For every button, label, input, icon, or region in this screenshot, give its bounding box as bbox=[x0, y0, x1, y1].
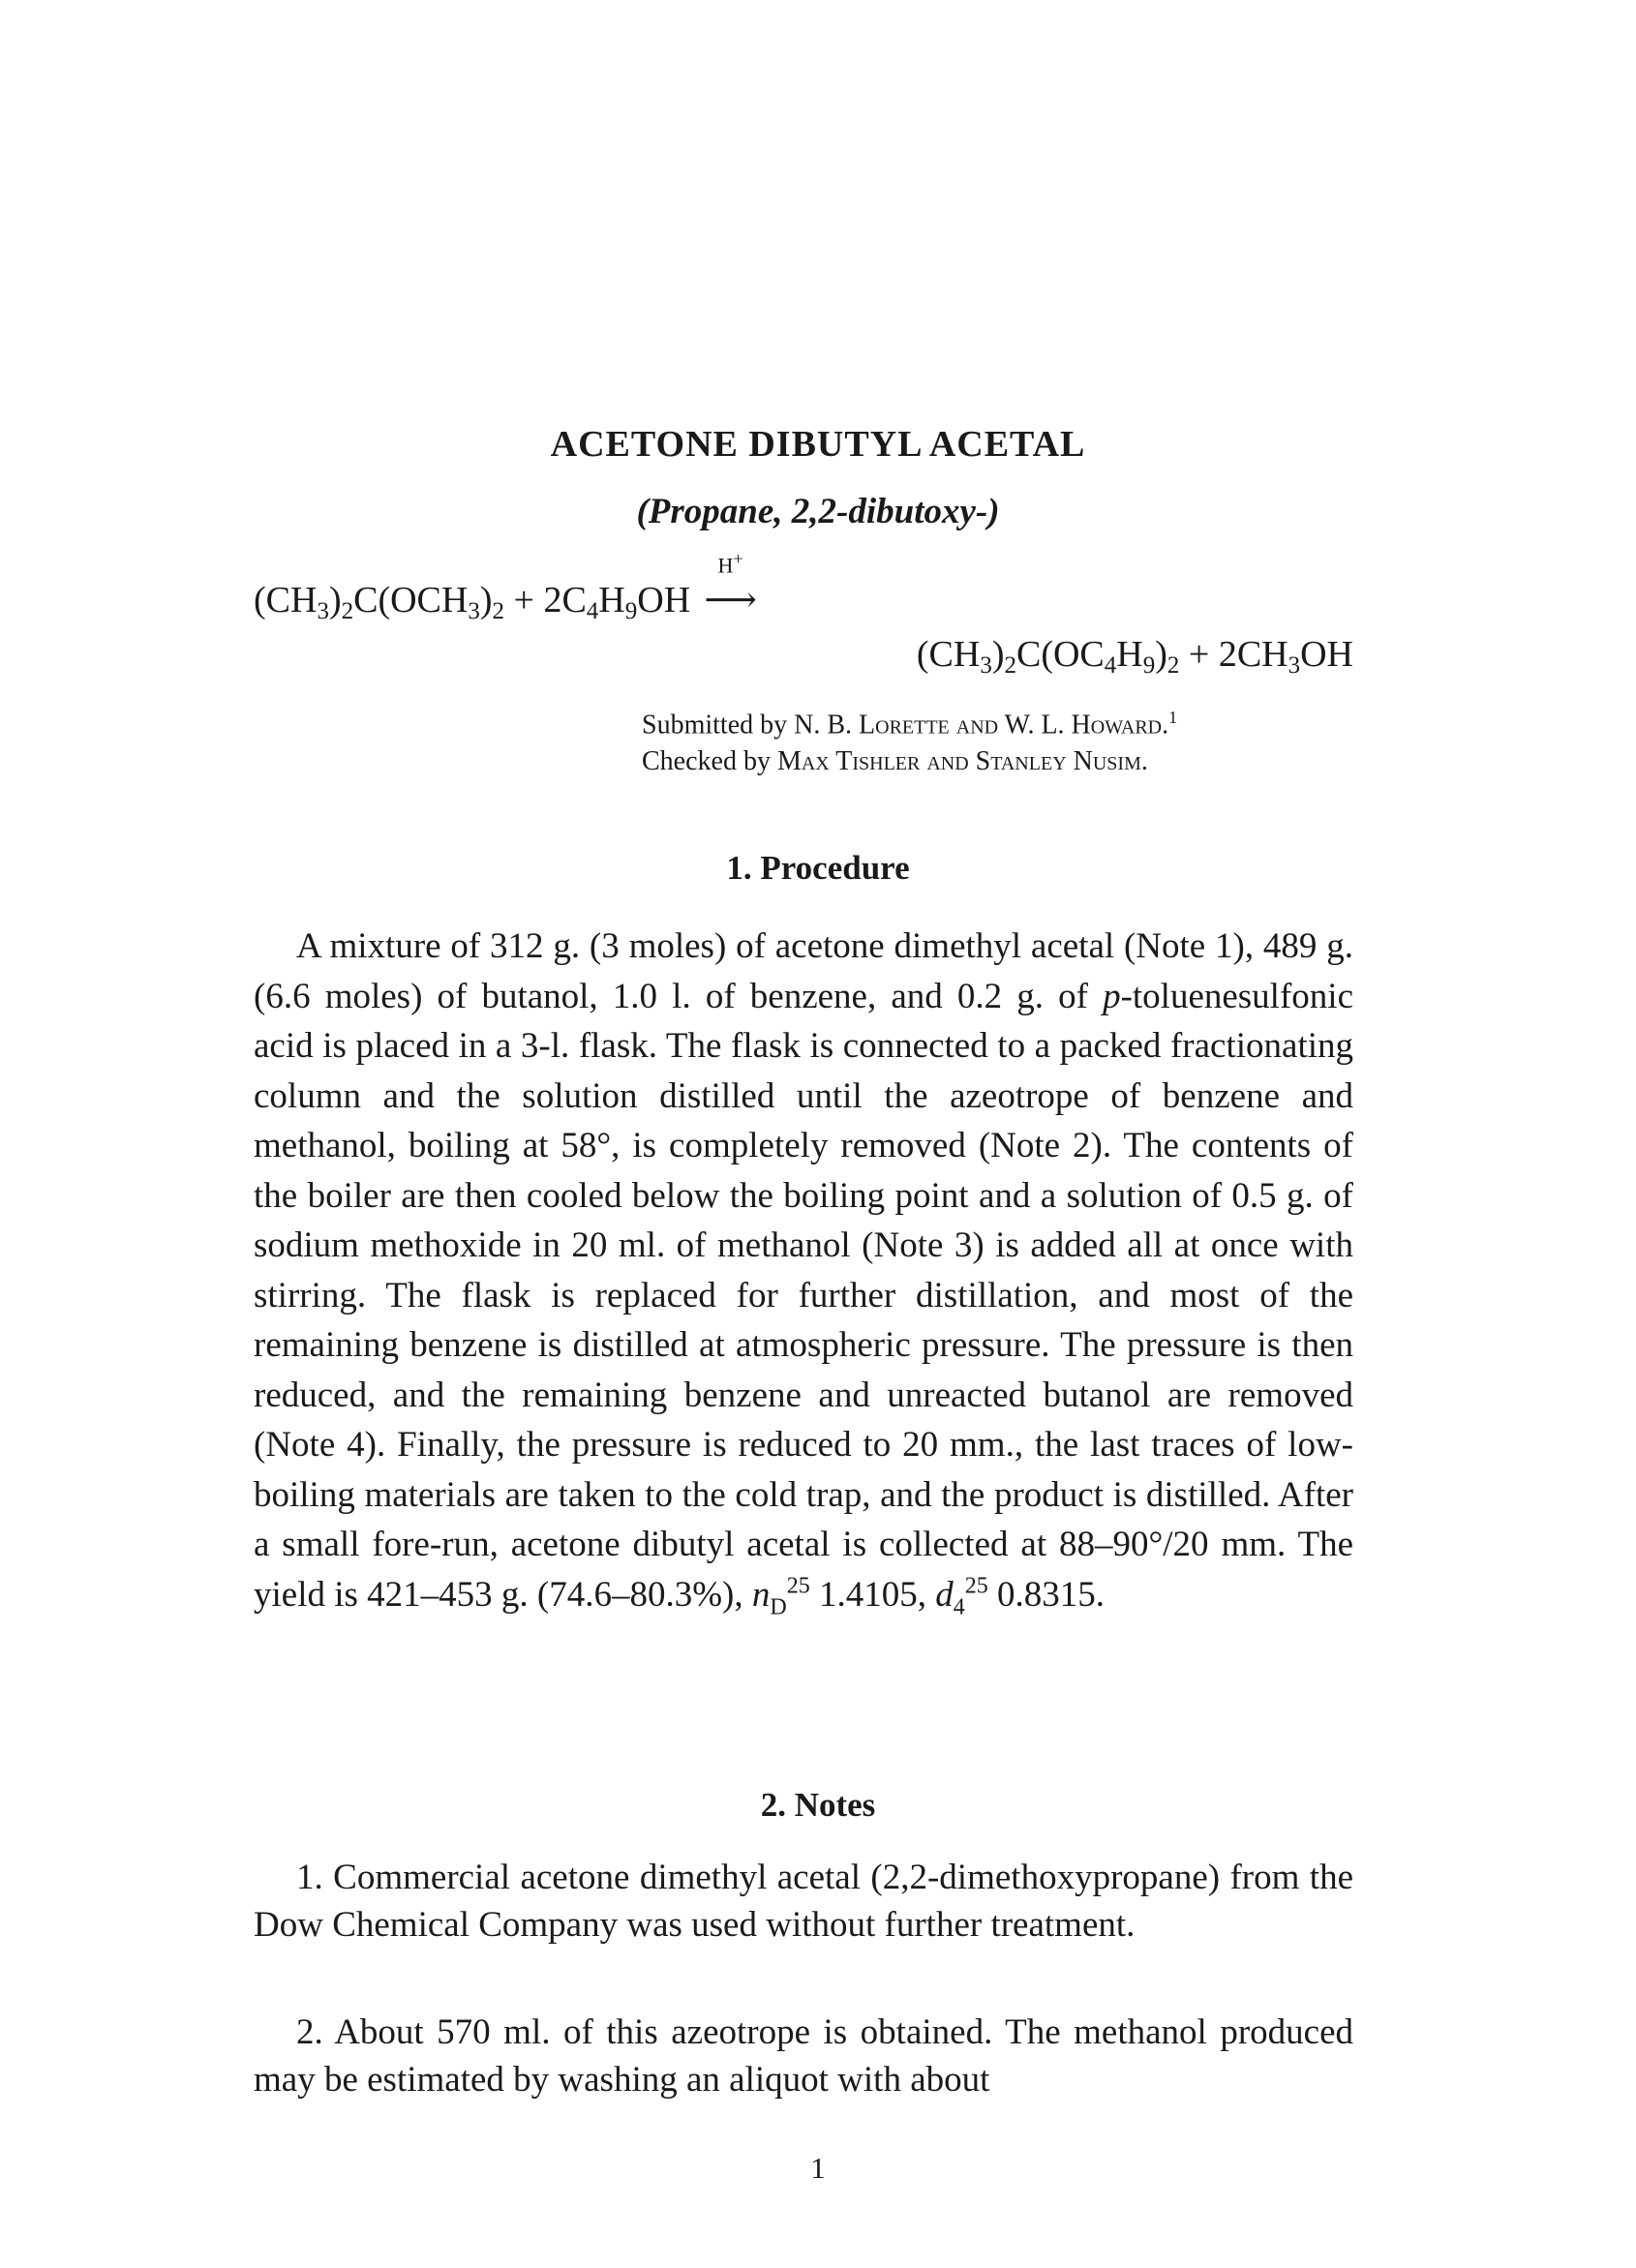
catalyst-label: H+ bbox=[717, 549, 743, 578]
page-number: 1 bbox=[810, 2151, 826, 2185]
equation-plus: + bbox=[513, 580, 534, 620]
page-title: ACETONE DIBUTYL ACETAL bbox=[550, 424, 1086, 465]
reaction-equation-line-2: $(CH_3)_2C(OC_4H_9)_2 + 2CH_3OH$ bbox=[916, 634, 1353, 679]
page-subtitle: (Propane, 2,2-dibutoxy-) bbox=[636, 492, 1000, 531]
reaction-equation-line-1: $(CH_3)_2C(OCH_3)_2 + 2C_4H_9OH$ H+ ⟶ bbox=[254, 578, 762, 621]
checked-line: Checked by Max Tishler and Stanley Nusim. bbox=[642, 746, 1148, 777]
section-heading-notes: 2. Notes bbox=[760, 1786, 876, 1824]
section-heading-procedure: 1. Procedure bbox=[726, 849, 910, 887]
note-2: 2. About 570 ml. of this azeotrope is obtained. The methanol produced may be estimated by washing an aliquot with about bbox=[254, 2012, 1353, 2100]
reaction-arrow: H+ ⟶ bbox=[700, 578, 762, 621]
credits-block bbox=[642, 699, 1177, 780]
procedure-paragraph: A mixture of 312 g. (3 moles) of acetone dimethyl acetal (Note 1), 489 g. (6.6 moles) of butanol, 1.0 l. of benzene, and 0.2 g. of p-toluenesulfonic acid is placed in a 3-l. flask. The flask is connected to a packed fractionating column and the solution distilled until the azeotrope of benzene and methanol, boiling at 58°, is completely removed (Note 2). The contents of the boiler are then cooled below the boiling point and a solution of 0.5 g. of sodium methoxide in 20 ml. of methanol (Note 3) is added all at once with stirring. The flask is replaced for further distillation, and most of the remaining benzene is distilled at atmospheric pressure. The pressure is then reduced, and the remaining benzene and unreacted butanol are removed (Note 4). Finally, the pressure is reduced to 20 mm., the last traces of low-boiling materials are taken to the cold trap, and the product is distilled. After a small fore-run, acetone dibutyl acetal is collected at 88–90°/20 mm. The yield is 421–453 g. (74.6–80.3%), $n_D^{25}$ 1.4105, $d_4^{25}$ 0.8315. bbox=[254, 926, 1353, 1619]
note-1: 1. Commercial acetone dimethyl acetal (2,2-dimethoxypropane) from the Dow Chemical Company was used without further treatment. bbox=[254, 1858, 1353, 1945]
submitted-line: Submitted by N. B. Lorette and W. L. Howard.$^1$ bbox=[642, 708, 1178, 741]
